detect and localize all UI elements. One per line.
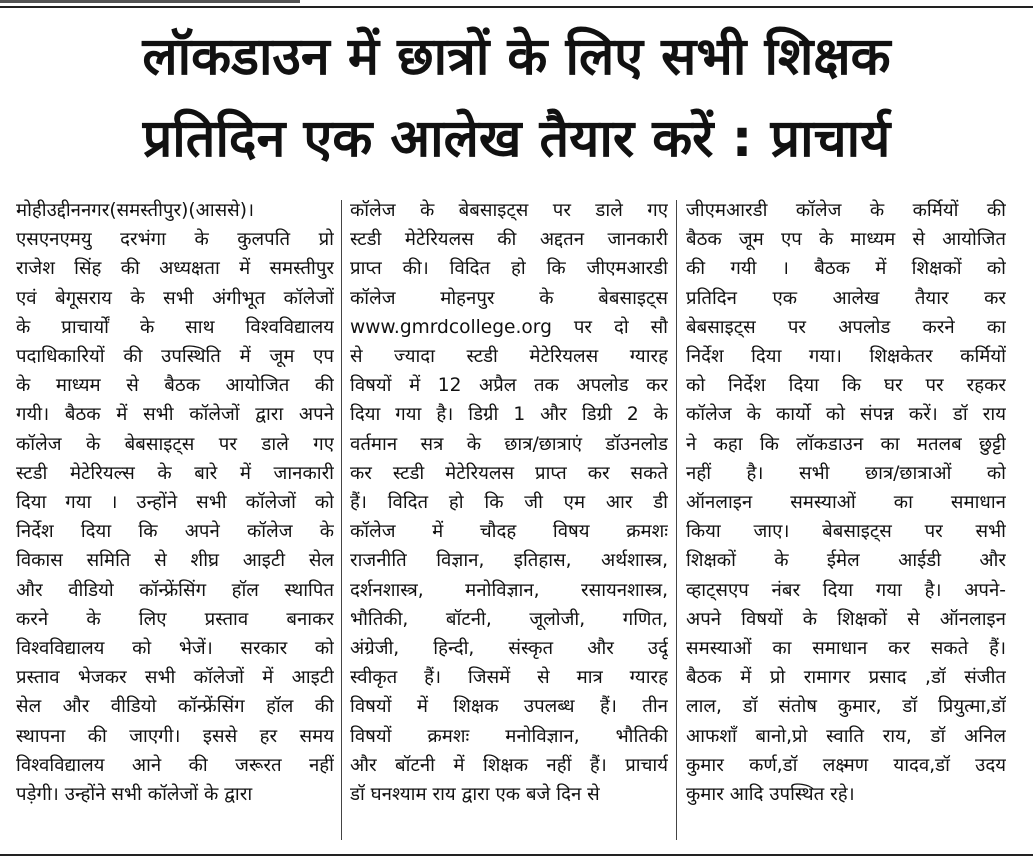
article-line: भौतिकी, बॉटनी, जूलोजी, गणित, [350, 608, 668, 630]
column-divider-2 [676, 200, 677, 840]
top-decor-rule [0, 0, 300, 3]
article-line: सेल और वीडियो कॉन्फ्रेंसिंग हॉल की [16, 696, 334, 718]
headline-line-1: लॉकडाउन में छात्रों के लिए सभी शिक्षक [142, 27, 891, 87]
article-line: अंग्रेजी, हिन्दी, संस्कृत और उर्दू [350, 638, 668, 660]
article-line: स्टडी मेटेरियल्स के बारे में जानकारी [16, 462, 334, 484]
article-line: आफशॉं बानो,प्रो स्वाति राय, डॉ अनिल [686, 725, 1006, 747]
article-line: गयी। बैठक में सभी कॉलेजों द्वारा अपने [16, 404, 334, 426]
article-line: कॉलेज के बेबसाइट्स पर डाले गए [16, 433, 334, 455]
article-line: पदाधिकारियों की उपस्थिति में जूम एप [16, 346, 334, 368]
article-line: अपने विषयों के शिक्षकों से ऑनलाइन [686, 608, 1006, 630]
article-line: नहीं है। सभी छात्र/छात्राओं को [686, 462, 1006, 484]
article-line: विश्वविद्यालय को भेजें। सरकार को [16, 638, 334, 660]
article-line: और वीडियो कॉन्फ्रेंसिंग हॉल स्थापित [16, 579, 334, 601]
article-line: के प्राचार्यों के साथ विश्वविद्यालय [16, 316, 334, 338]
article-line: विश्वविद्यालय आने की जरूरत नहीं [16, 754, 334, 776]
article-line: किया जाए। बेबसाइट्स पर सभी [686, 521, 1006, 543]
article-line: प्रस्ताव भेजकर सभी कॉलेजों में आइटी [16, 667, 334, 689]
article-line: कुमार आदि उपस्थित रहे। [686, 784, 855, 806]
bottom-rule [0, 854, 1033, 856]
article-line: और बॉटनी में शिक्षक नहीं हैं। प्राचार्य [350, 754, 668, 776]
article-line: विषयों क्रमशः मनोविज्ञान, भौतिकी [350, 725, 668, 747]
article-line: जीएमआरडी कॉलेज के कर्मियों की [686, 200, 1006, 221]
article-line: बैठक जूम एप के माध्यम से आयोजित [686, 229, 1006, 251]
article-line: शिक्षकों के ईमेल आईडी और [686, 550, 1006, 572]
article-line: व्हाट्सएप नंबर दिया गया है। अपने- [686, 579, 1006, 601]
article-column-2 [350, 196, 668, 809]
article-line: स्टडी मेटेरियलस की अद्दतन जानकारी [350, 229, 668, 251]
article-line: एसएनएमयु दरभंगा के कुलपति प्रो [16, 229, 334, 251]
article-line: ने कहा कि लॉकडाउन का मतलब छुट्टी [686, 433, 1006, 455]
article-line: बैठक में प्रो रामागर प्रसाद ,डॉ संजीत [686, 667, 1006, 689]
article-line: कॉलेज में चौदह विषय क्रमशः [350, 521, 668, 543]
article-line: विषयों में 12 अप्रैल तक अपलोड कर [350, 375, 668, 397]
article-line: निर्देश दिया गया। शिक्षकेतर कर्मियों [686, 346, 1006, 368]
article-line: बेबसाइट्स पर अपलोड करने का [686, 316, 1006, 338]
article-line: पड़ेगी। उन्होंने सभी कॉलेजों के द्वारा [16, 784, 253, 806]
article-line: कुमार कर्ण,डॉ लक्ष्मण यादव,डॉ उदय [686, 754, 1006, 776]
article-line: दर्शनशास्त्र, मनोविज्ञान, रसायनशास्त्र, [350, 579, 668, 601]
article-line: प्राप्त की। विदित हो कि जीएमआरडी [350, 258, 668, 280]
article-line: राजेश सिंह की अध्यक्षता में समस्तीपुर [16, 258, 334, 280]
article-line: कर स्टडी मेटेरियलस प्राप्त कर सकते [350, 462, 668, 484]
article-line: कॉलेज के कार्यो को संपन्न करें। डॉ राय [686, 404, 1006, 426]
article-line: के माध्यम से बैठक आयोजित की [16, 375, 334, 397]
article-line: स्वीकृत हैं। जिसमें से मात्र ग्यारह [350, 667, 668, 689]
article-body [16, 196, 1018, 846]
article-line: विकास समिति से शीघ्र आइटी सेल [16, 550, 334, 572]
column-divider-1 [341, 200, 342, 840]
article-line: कॉलेज के बेबसाइट्स पर डाले गए [350, 200, 668, 221]
article-line: मोहीउद्दीननगर(समस्तीपुर)(आससे)। [16, 200, 255, 221]
article-line: एवं बेगूसराय के सभी अंगीभूत कॉलेजों [16, 287, 334, 309]
article-line: करने के लिए प्रस्ताव बनाकर [16, 608, 334, 630]
article-line: दिया गया । उन्होंने सभी कॉलेजों को [16, 492, 334, 514]
article-line: ऑनलाइन समस्याओं का समाधान [686, 492, 1006, 514]
article-line: प्रतिदिन एक आलेख तैयार कर [686, 287, 1006, 309]
article-line: लाल, डॉ संतोष कुमार, डॉ प्रियुत्मा,डॉ [686, 696, 1006, 718]
article-line: डॉ घनश्याम राय द्वारा एक बजे दिन से [350, 784, 600, 806]
article-line: हैं। विदित हो कि जी एम आर डी [350, 492, 668, 514]
article-line: से ज्यादा स्टडी मेटेरियलस ग्यारह [350, 346, 668, 368]
article-column-3 [686, 196, 1006, 809]
article-line: स्थापना की जाएगी। इससे हर समय [16, 725, 334, 747]
article-line: दिया गया है। डिग्री 1 और डिग्री 2 के [350, 404, 668, 426]
top-rule [0, 6, 1033, 8]
article-column-1 [16, 196, 334, 809]
article-line: की गयी । बैठक में शिक्षकों को [686, 258, 1006, 280]
article-line: निर्देश दिया कि अपने कॉलेज के [16, 521, 334, 543]
article-line: को निर्देश दिया कि घर पर रहकर [686, 375, 1006, 397]
article-line: वर्तमान सत्र के छात्र/छात्राएं डॉउनलोड [350, 433, 668, 455]
article-line: विषयों में शिक्षक उपलब्ध हैं। तीन [350, 696, 668, 718]
headline-line-2: प्रतिदिन एक आलेख तैयार करें : प्राचार्य [142, 109, 891, 169]
article-line: राजनीति विज्ञान, इतिहास, अर्थशास्त्र, [350, 550, 668, 572]
article-line: www.gmrdcollege.org पर दो सौ [350, 316, 668, 338]
article-line: कॉलेज मोहनपुर के बेबसाइट्स [350, 287, 668, 309]
article-line: समस्याओं का समाधान कर सकते हैं। [686, 638, 1006, 660]
